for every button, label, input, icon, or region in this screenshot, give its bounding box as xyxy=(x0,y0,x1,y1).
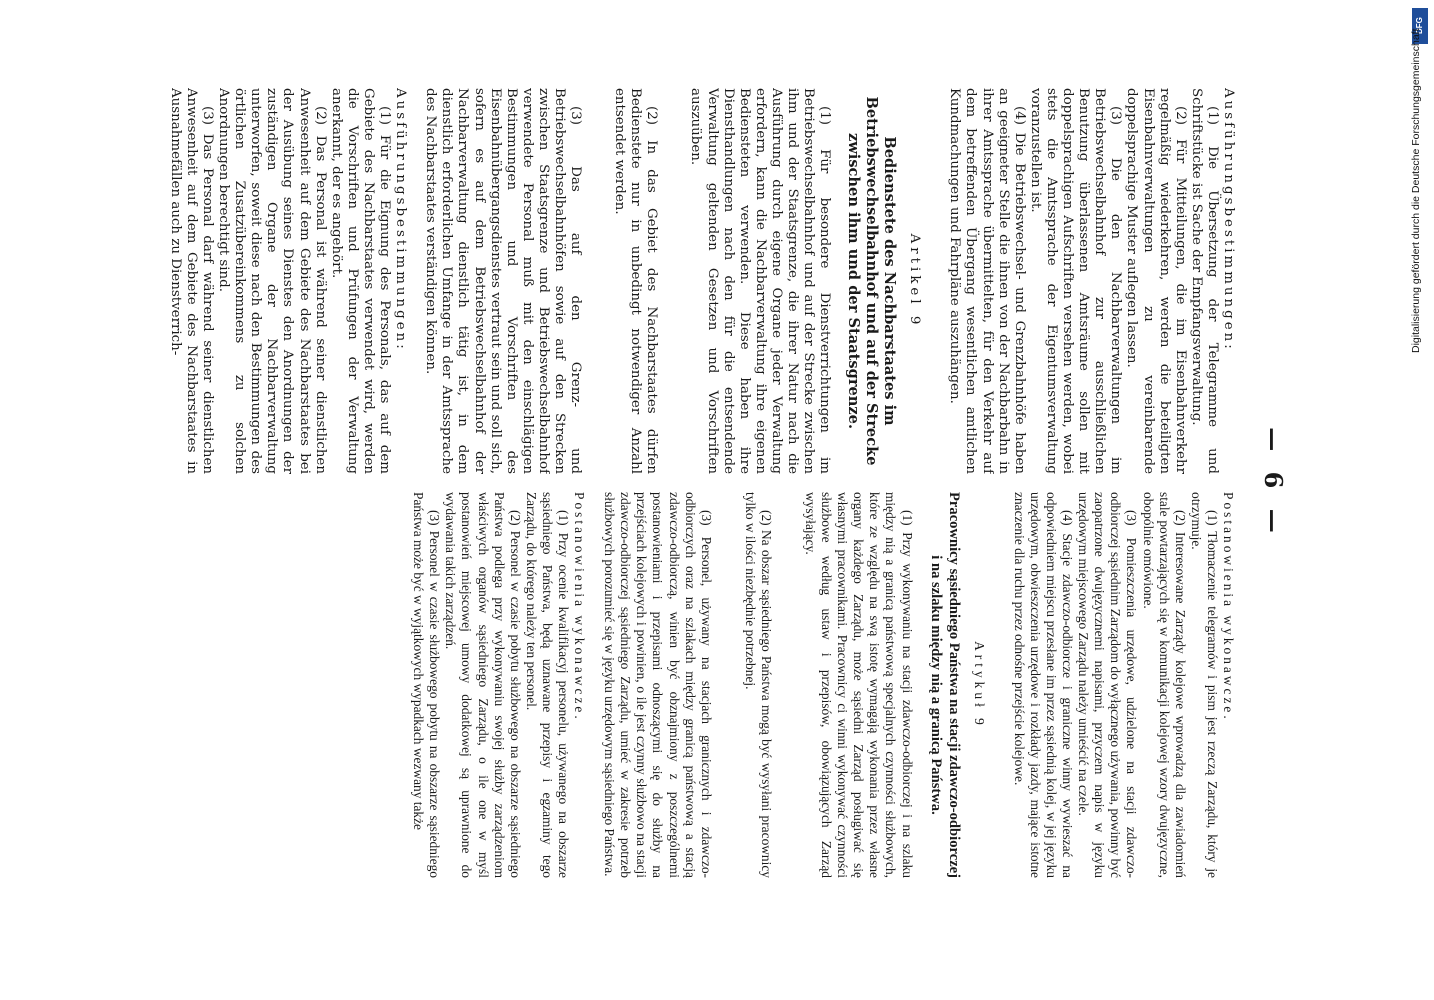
paragraph: (2) Interesowane Zarządy kolejowe wprowadzą dla zawiadomień stale powtarzających się w komunikacji kolejowej wzory dwujęzyczne, obopólnie omówione. xyxy=(1140,492,1188,878)
paragraph: (3) Pomieszczenia urzędowe, udzielone na stacji zdawczo-odbiorczej sąsiednim Zarządom do wyłącznego używania, powinny być zaopatrzone dwujęzycznemi napisami, przyczem napis w języku urzędowym miejscowego Zarządu należy umieścić na czele. xyxy=(1076,492,1140,878)
paragraph: (2) Na obszar sąsiedniego Państwa mogą być wysyłani pracownicy tylko w ilości niezbędnie potrzebnej. xyxy=(742,492,774,878)
funding-credit: Digitalisierung gefördert durch die Deutsche Forschungsgemeinschaft xyxy=(1410,28,1422,353)
paragraph: (1) Przy ocenie kwalifikacyj personelu, używanego na obszarze sąsiedniego Państwa, będą uznawane przepisy i egzaminy tego Zarządu, do którego należy ten personel. xyxy=(523,492,571,878)
paragraph: (3) Personel w czasie służbowego pobytu na obszarze sąsiedniego Państwa może być w wyjątkowych wypadkach wezwany także xyxy=(411,492,443,878)
paragraph: (1) Für besondere Dienstverrichtungen im Betriebswechselbahnhof und auf der Strecke zwischen ihm und der Staatsgrenze, die ihrer Natur nach die Ausführung durch eigene Organe jeder Verwaltung erfordern, kann die Nachbarverwaltung ihre eigenen Bediensteten verwenden. Diese haben ihre Diensthandlungen nach den für die entsendende Verwaltung geltenden Gesetzen und Vorschriften auszuüben. xyxy=(688,88,833,474)
section-heading: Postanowienia wykonawcze. xyxy=(572,492,588,722)
paragraph: (1) Przy wykonywaniu na stacji zdawczo-odbiorczej i na szlaku między nią a granicą państwową specjalnych czynności służbowych, które ze względu na swą istotę wymagają wykonania przez własne organy każdego Zarządu, może sąsiedni Zarząd posługiwać się własnymi pracownikami. Pracownicy ci winni wykonywać czynności służbowe według ustaw i przepisów, obowiązujących Zarząd wysyłający. xyxy=(803,492,915,878)
paragraph: (1) Tłomaczenie telegramów i pism jest rzeczą Zarządu, który je otrzymuje. xyxy=(1188,492,1220,878)
article-title: Pracownicy sąsiedniego Państwa na stacji zdawczo-odbiorczej i na szlaku między nią a granicą Państwa. xyxy=(927,492,962,878)
paragraph: (2) In das Gebiet des Nachbarstaates dürfen Bedienstete nur in unbedingt notwendiger Anzahl entsendet werden. xyxy=(612,88,660,474)
paragraph: (4) Stacje zdawczo-odbiorcze i graniczne winny wywieszać na odpowiedniem miejscu przesłane im przez sąsiednią kolej, w jej języku urzędowym, obwieszczenia urzędowe i rozkłady jazdy, mające istotne znaczenie dla ruchu przez odnośne przejście kolejowe. xyxy=(1011,492,1076,878)
article-number: Artykuł 9 xyxy=(971,641,987,729)
paragraph: (1) Die Übersetzung der Telegramme und Schriftstücke ist Sache der Empfangsverwaltung. xyxy=(1188,88,1220,474)
paragraph: (3) Personel, używany na stacjach granicznych i zdawczo-odbiorczych oraz na szlakach między granicą państwową a stacją zdawczo-odbiorczą, winien być obznajmiony z poszczególnemi postanowieniami i przepisami odnoszącymi się do służby na przejściach kolejowych i powinien, o ile jest czynny służbowo na stacji zdawczo-odbiorczej sąsiedniego Zarządu, umieć w zakresie potrzeb służbowych porozumieć się w języku urzędowym sąsiedniego Państwa. xyxy=(602,492,714,878)
polish-column xyxy=(120,492,1236,878)
paragraph: (2) Für Mitteilungen, die im Eisenbahnverkehr regelmäßig wiederkehren, werden die beteiligten Eisenbahnverwaltungen zu vereinbarende doppelsprachige Muster auflegen lassen. xyxy=(1124,88,1188,474)
german-column xyxy=(120,88,1236,474)
dfg-logo: DFG xyxy=(1412,8,1428,44)
paragraph: (1) Für die Eignung des Personals, das auf dem Gebiete des Nachbarstaates verwendet wird, werden die Vorschriften und Prüfungen der Verwaltung anerkannt, der es angehört. xyxy=(328,88,393,474)
paragraph: (3) Das auf den Grenz- und Betriebswechselbahnhöfen sowie auf den Strecken zwischen Staatsgrenze und Betriebswechselbahnhof verwendete Personal muß mit den einschlägigen Bestimmungen und Vorschriften des Eisenbahnübergangsdienstes vertraut sein und soll sich, sofern es auf dem Betriebswechselbahnhof der Nachbarverwaltung dienstlich tätig ist, in dem dienstlich erforderlichen Umfange in der Amtssprache des Nachbarstaates verständigen können. xyxy=(423,88,584,474)
paragraph: (3) Das Personal darf während seiner dienstlichen Anwesenheit auf dem Gebiete des Nachbarstaates in Ausnahmefällen auch zu Dienstverrich- xyxy=(167,88,216,474)
page-number: — 6 — xyxy=(1259,427,1288,539)
section-heading: Ausführungsbestimmungen: xyxy=(393,88,409,352)
paragraph: (2) Das Personal ist während seiner dienstlichen Anwesenheit auf dem Gebiete des Nachbarstaates bei der Ausübung seines Dienstes den Anordnungen der zuständigen Organe der Nachbarverwaltung unterworfen, soweit diese nach den Bestimmungen des örtlichen Zusatzübereinkommens zu solchen Anordnungen berechtigt sind. xyxy=(216,88,328,474)
paragraph: (4) Die Betriebswechsel- und Grenzbahnhöfe haben an geeigneter Stelle die ihnen von der Nachbarbahn in ihrer Amtssprache übermittelten, für den Verkehr auf dem betreffenden Übergang wesentlichen amtlichen Kundmachungen und Fahrpläne auszuhängen. xyxy=(947,88,1027,474)
paragraph: (3) Die den Nachbarverwaltungen im Betriebswechselbahnhof zur ausschließlichen Benutzung überlassenen Amtsräume sollen mit doppelsprachigen Aufschriften versehen werden, wobei stets die Amtssprache der Eigentumsverwaltung voranzustellen ist. xyxy=(1027,88,1124,474)
section-heading: Postanowienia wykonawcze. xyxy=(1221,492,1236,722)
section-heading: Ausführungsbestimmungen: xyxy=(1221,88,1236,352)
article-number: Artikel 9 xyxy=(907,233,923,329)
article-title: Bedienstete des Nachbarstaates im Betriebswechselbahnhof und auf der Strecke zwischen ihm und der Staatsgrenze. xyxy=(845,96,899,466)
printed-area xyxy=(114,88,1288,878)
paragraph: (2) Personel w czasie pobytu służbowego na obszarze sąsiedniego Państwa podlega przy wykonywaniu swojej służby zarządzeniom właściwych organów sąsiedniego Zarządu, o ile one w myśl postanowień miejscowej umowy dodatkowej są uprawnione do wydawania takich zarządzeń. xyxy=(443,492,523,878)
digitization-notice xyxy=(1410,8,1430,992)
